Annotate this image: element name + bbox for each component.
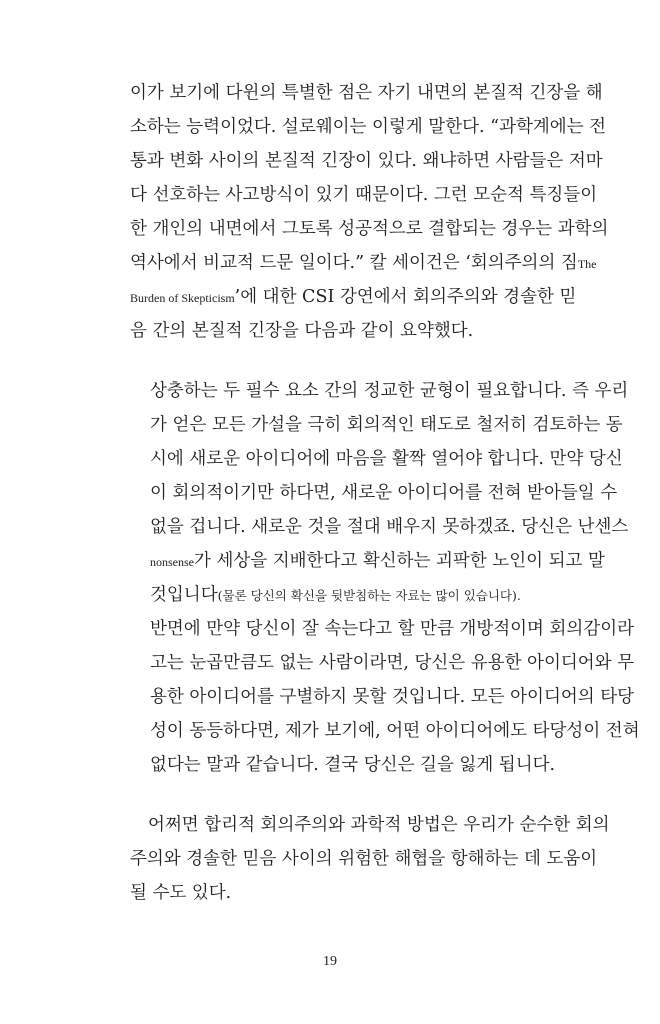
- text-line: 한 개인의 내면에서 그토록 성공적으로 결합되는 경우는 과학의: [130, 219, 609, 239]
- text-line: 이가 보기에 다윈의 특별한 점은 자기 내면의 본질적 긴장을 해: [130, 83, 603, 103]
- text-line: [130, 286, 582, 309]
- text-segment: ’에 대한 CSI 강연에서 회의주의와 경솔한 믿: [234, 287, 577, 307]
- english-annotation: nonsense: [150, 555, 194, 569]
- quote-line: 성이 동등하다면, 제가 보기에, 어떤 아이디어에도 타당성이 전혀: [150, 721, 640, 741]
- quote-line: 반면에 만약 당신이 잘 속는다고 할 만큼 개방적이며 회의감이라: [150, 619, 635, 639]
- quote-line: 이 회의적이기만 하다면, 새로운 아이디어를 전혀 받아들일 수: [150, 483, 618, 503]
- text-line: 소하는 능력이었다. 설로웨이는 이렇게 말한다. “과학계에는 전: [130, 117, 607, 137]
- quote-line: 용한 아이디어를 구별하지 못할 것입니다. 모든 아이디어의 타당: [150, 687, 635, 707]
- text-line: 다 선호하는 사고방식이 있기 때문이다. 그런 모순적 특징들이: [130, 185, 598, 205]
- text-line: 통과 변화 사이의 본질적 긴장이 있다. 왜냐하면 사람들은 저마: [130, 151, 603, 171]
- text-segment: 것입니다: [150, 585, 218, 605]
- quote-line: 가 얻은 모든 가설을 극히 회의적인 태도로 철저히 검토하는 동: [150, 415, 623, 435]
- text-line: [130, 252, 597, 275]
- quote-line: 시에 새로운 아이디어에 마음을 활짝 열어야 합니다. 만약 당신: [150, 449, 623, 469]
- quote-line: 상충하는 두 필수 요소 간의 정교한 균형이 필요합니다. 즉 우리: [150, 381, 629, 401]
- english-annotation: Burden of Skepticism: [130, 291, 235, 305]
- quote-line: 없을 겁니다. 새로운 것을 절대 배우지 못하겠죠. 당신은 난센스: [150, 517, 629, 537]
- text-line: 될 수도 있다.: [130, 883, 232, 903]
- quote-line: 고는 눈곱만큼도 없는 사람이라면, 당신은 유용한 아이디어와 무: [150, 653, 635, 673]
- quote-line: [150, 584, 584, 607]
- parenthetical-note: (물론 당신의 확신을 뒷받침하는 자료는 많이 있습니다).: [217, 588, 521, 603]
- quote-line: [150, 550, 605, 573]
- text-line: 어쩌면 합리적 회의주의와 과학적 방법은 우리가 순수한 회의: [148, 815, 610, 835]
- page-number: 19: [323, 954, 337, 969]
- text-segment: 가 세상을 지배한다고 확신하는 괴팍한 노인이 되고 말: [194, 551, 605, 571]
- text-line: 주의와 경솔한 믿음 사이의 위험한 해협을 항해하는 데 도움이: [130, 849, 598, 869]
- quote-line: 없다는 말과 같습니다. 결국 당신은 길을 잃게 됩니다.: [150, 755, 556, 775]
- text-segment: 역사에서 비교적 드문 일이다.” 칼 세이건은 ‘회의주의의 짐: [130, 253, 578, 273]
- english-annotation: The: [577, 257, 597, 271]
- text-line: 음 간의 본질적 긴장을 다음과 같이 요약했다.: [130, 321, 474, 341]
